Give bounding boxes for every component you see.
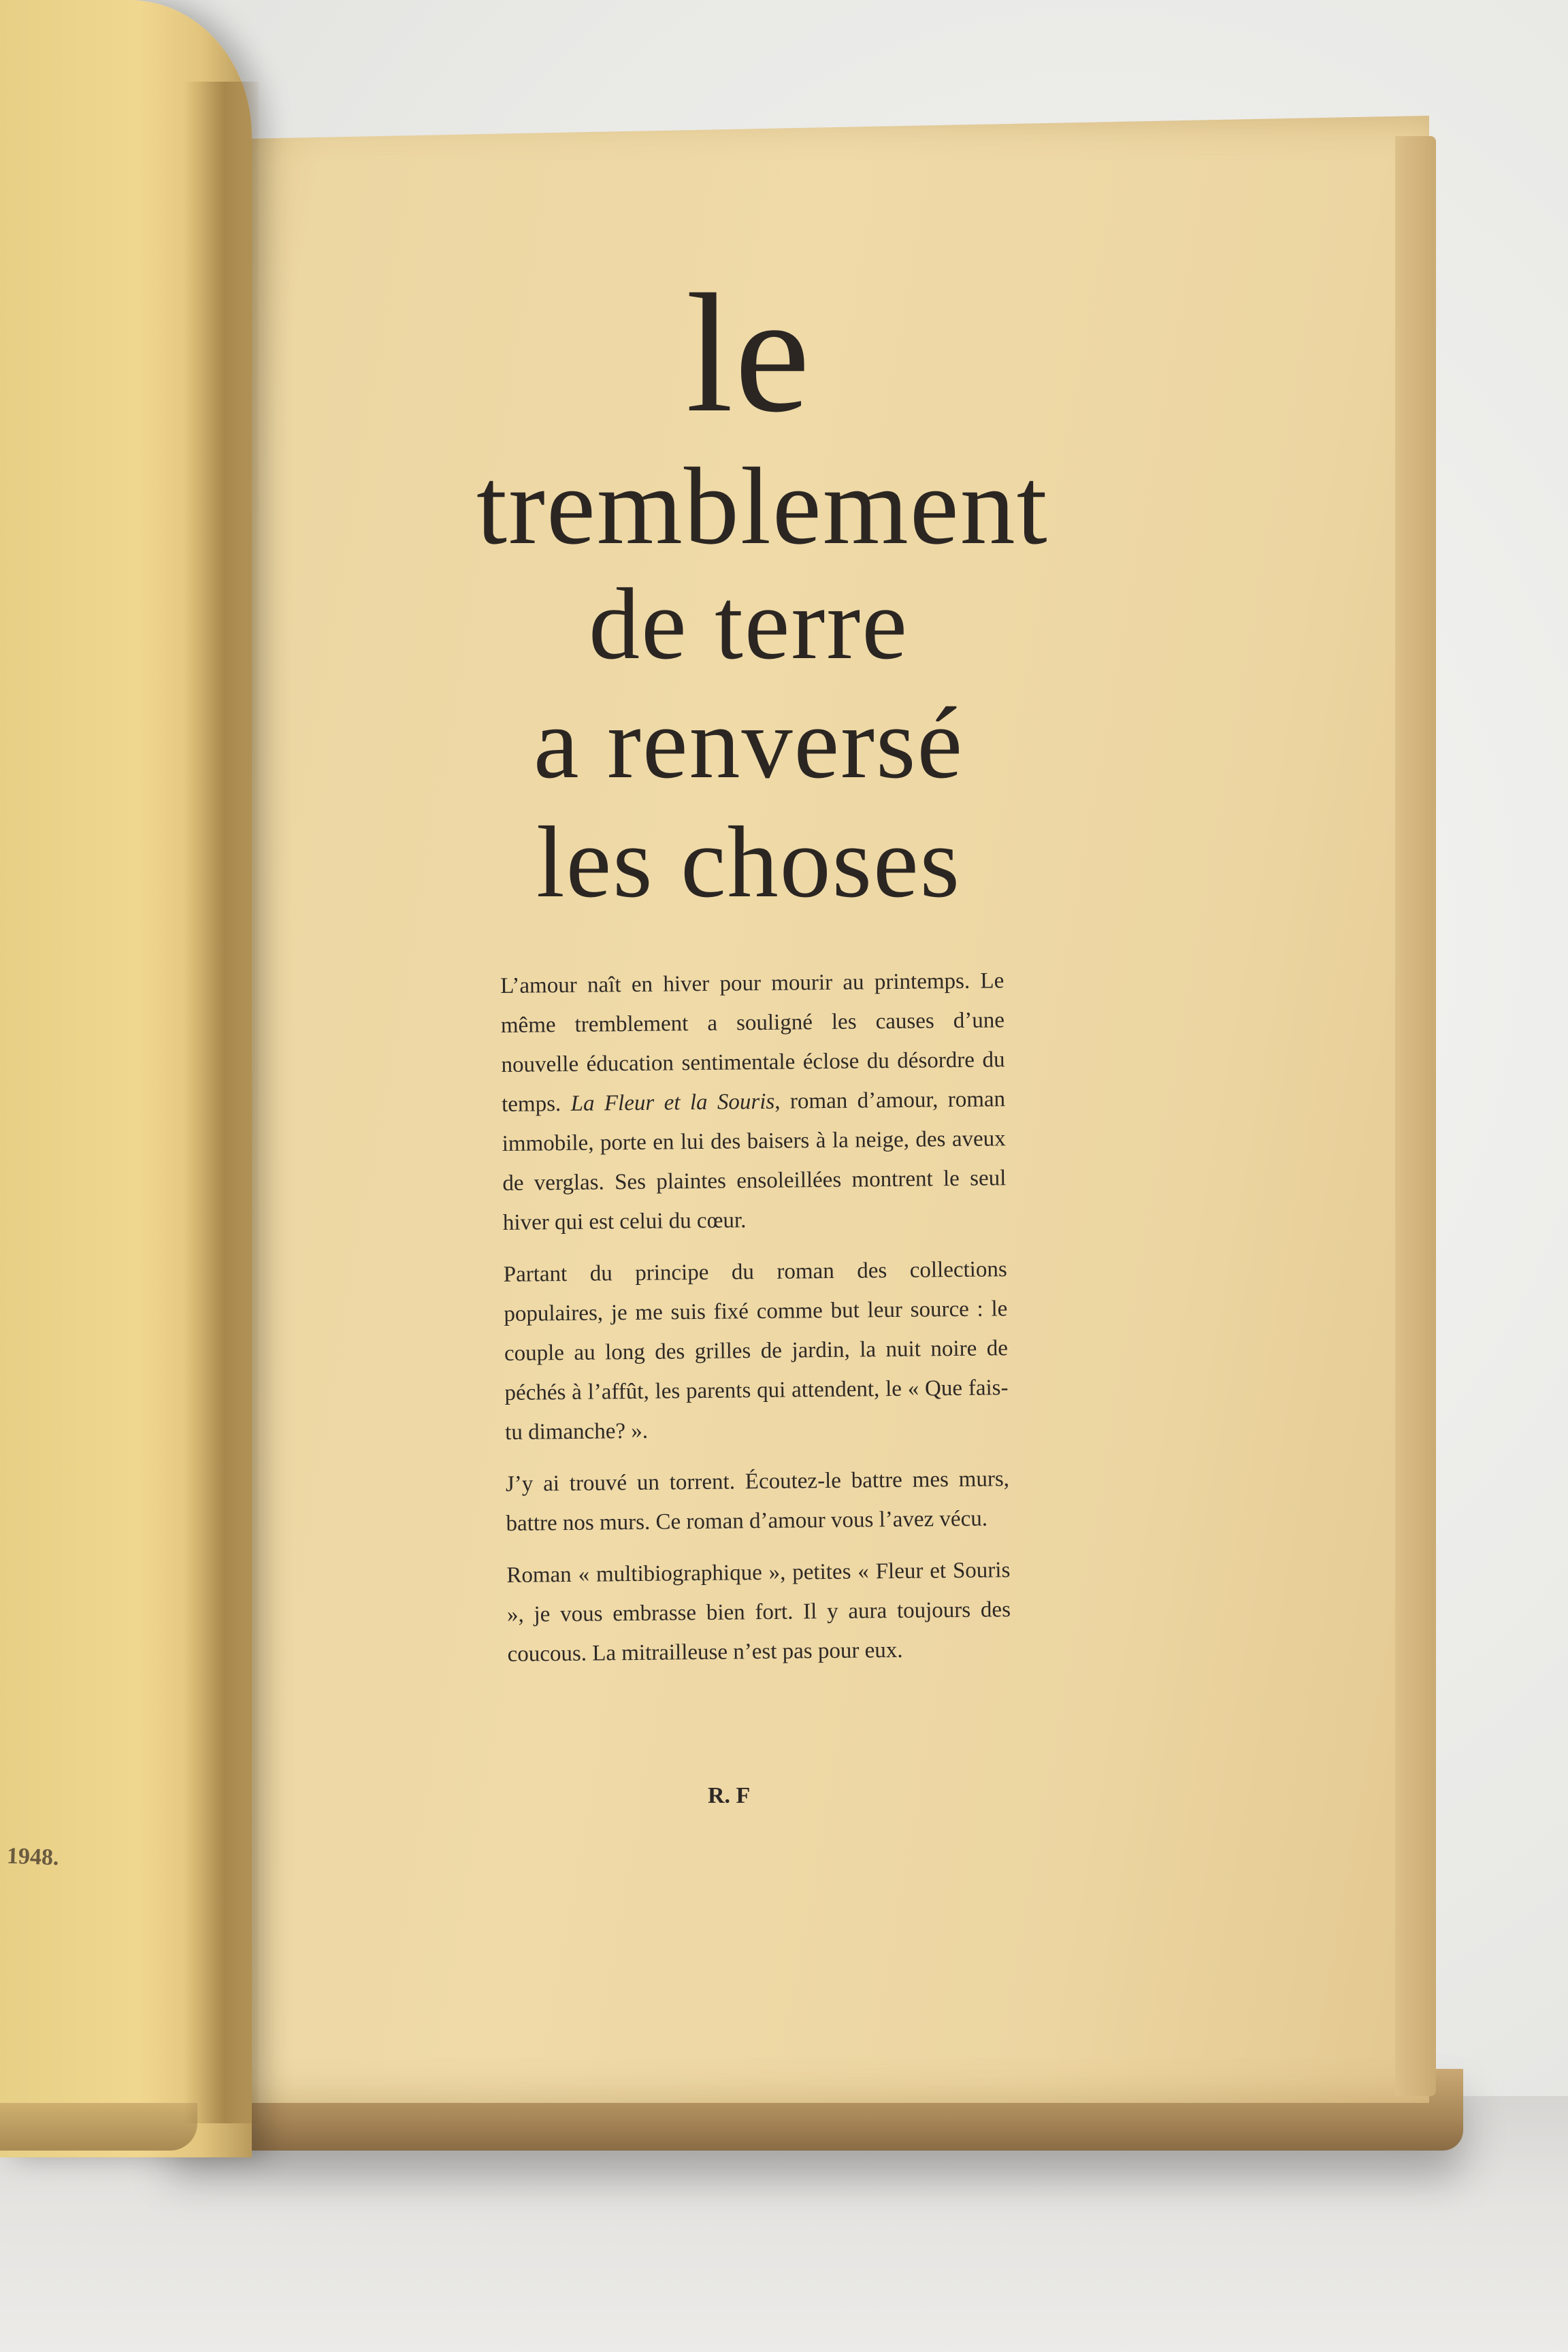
title-line: tremblement xyxy=(476,446,1049,568)
body-paragraph xyxy=(506,1550,1011,1674)
left-page-date: 1948. xyxy=(6,1843,60,1871)
text-run: Roman « multibiographique », petites « Fleur et Souris », je vous embrasse bien fort. Il y aura toujours des coucous. La mitrailleuse n’est pas pour eux. xyxy=(506,1558,1011,1667)
right-page-edge xyxy=(1395,136,1436,2096)
text-run: J’y ai trouvé un torrent. Écoutez-le battre mes murs, battre nos murs. Ce roman d’amour vous l’avez vécu. xyxy=(505,1467,1010,1536)
title-line: de terre xyxy=(589,568,909,681)
text-run: Partant du principe du roman des collections populaires, je me suis fixé comme but leur source : le couple au long des grilles de jardin, la nuit noire de péchés à l’affût, les parents qui attendent, le « Que fais-tu dimanche? ». xyxy=(503,1257,1009,1445)
title-line: le xyxy=(685,259,812,448)
book-gutter xyxy=(184,82,259,2123)
signature: R. F xyxy=(708,1783,751,1808)
left-page-edge xyxy=(0,2103,197,2151)
title-line: a renversé xyxy=(533,687,964,800)
body-paragraph xyxy=(500,961,1007,1243)
body-text xyxy=(500,961,1011,1686)
page-title xyxy=(476,259,1049,922)
body-paragraph xyxy=(503,1250,1009,1452)
body-paragraph xyxy=(506,1459,1010,1544)
text-run: L’amour naît en hiver pour mourir au printemps. Le même tremblement a souligné les causes d’une nouvelle éducation sentimentale éclose du désordre du temps. xyxy=(500,968,1005,1117)
title-line: les choses xyxy=(536,806,962,919)
italic-title-run: La Fleur et la Souris xyxy=(570,1089,775,1116)
text-run: , roman d’amour, roman immobile, porte en lui des baisers à la neige, des aveux de verglas. Ses plaintes ensoleillées montrent le seul hiver qui est celui du cœur. xyxy=(502,1087,1007,1235)
